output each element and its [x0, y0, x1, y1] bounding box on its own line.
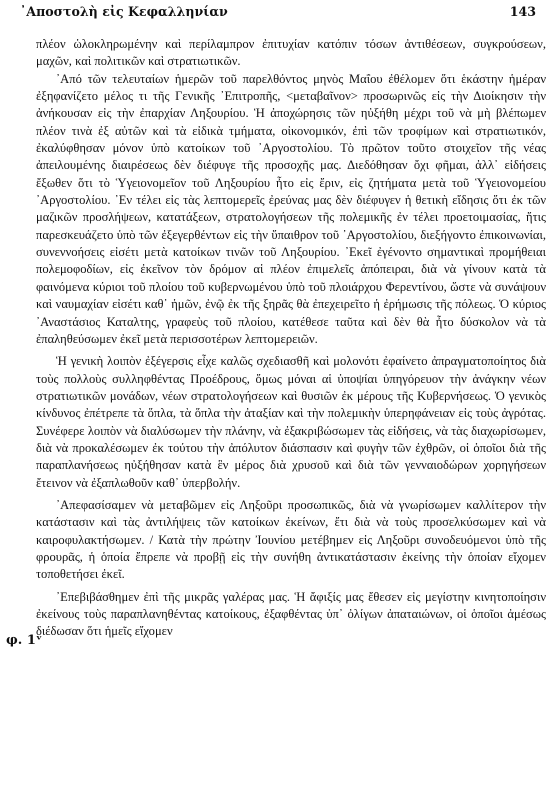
body-text — [36, 36, 546, 641]
running-header — [20, 4, 536, 24]
paragraph-4: ᾿Απεφασίσαμεν νὰ μεταβῶμεν εἰς Ληξοῦρι προσωπικῶς, διὰ νὰ γνωρίσωμεν καλλίτερον τὴν κατάστασιν καὶ τὰς ἀντιλήψεις τῶν κατοίκων ἐκείνων, ἔτι διὰ νὰ τοὺς προσελκύσωμεν καὶ νὰ καιροφυλακτήσωμεν. / Κατὰ τὴν πρώτην Ἰουνίου μετέβημεν εἰς Ληξοῦρι συνοδευόμενοι ὑπὸ τῆς φρουρᾶς, ἡ ὁποία ἔπρεπε νὰ προβῇ εἰς τὴν συνήθη ἀντικατάστασιν ἐκείνης τὴν ὁποίαν εἴχομεν τοποθετήσει ἐκεῖ. — [36, 497, 546, 582]
page-number: 143 — [509, 4, 536, 19]
paragraph-5: ᾿Επεβιβάσθημεν ἐπὶ τῆς μικρᾶς γαλέρας μας. Ἡ ἄφιξίς μας ἔθεσεν εἰς μεγίστην κινητοποίησιν ἐκείνους τοὺς παραπλανηθέντας κατοίκους, ἐξαφθέντας ὑπ᾿ ὀλίγων ἀπαταιώνων, οἱ ὁποῖοι ἀμέσως διέδωσαν ὅτι ἡμεῖς εἴχομεν — [36, 589, 546, 639]
paragraph-3: Ἡ γενικὴ λοιπὸν ἐξέγερσις εἶχε καλῶς σχεδιασθῆ καὶ μολονότι ἐφαίνετο ἀπραγματοποίητος διὰ τοὺς πολλοὺς συλληφθέντας Προέδρους, ὅμως μόναι αἱ ὑποψίαι ὑπηγόρευον τὴν ἀνάγκην νέων στρατιωτικῶν μονάδων, νέων στρατολογήσεων καὶ θυσιῶν ἐκ μέρους τῆς Κυβερνήσεως. Ὁ γενικὸς κίνδυνος ἐπέτρεπε τὰ ὅπλα, τὰ ὅπλα τὴν ἀταξίαν καὶ τὴν πολεμικὴν ὑπερηφάνειαν εἰς τοὺς ἀγρότας. Συνέφερε λοιπὸν νὰ διαλύσωμεν τὴν πλάνην, νὰ ἐξακριβώσωμεν τὰς εἰδήσεις, νὰ τὰς διαχωρίσωμεν, διὰ νὰ προκαλέσωμεν ἐκ τούτου τὴν ἀπόλυτον διάσπασιν καὶ φυγὴν τῶν ἐχθρῶν, οἱ ὁποῖοι διὰ τῆς παραπλανήσεως ηὐξήθησαν κατὰ ἓν μέρος διὰ χρυσοῦ καὶ διὰ τῶν γενναιοδώρων χορηγήσεων ἔτεινον νὰ ἐξαπλωθοῦν καθ᾿ ὑπερβολήν. — [36, 354, 546, 490]
paragraph-2: ᾿Από τῶν τελευταίων ἡμερῶν τοῦ παρελθόντος μηνὸς Μαΐου ἐθέλομεν ὅτι ἑκάστην ἡμέραν ἐξηφανίζετο μέλος τι τῆς Γενικῆς ᾿Επιτροπῆς, <μεταβαῖνον> προσωρινῶς εἰς τὴν Διοίκησιν τὴν ἀνήκουσαν εἰς τὴν ἐπαρχίαν Ληξουρίου. Ἡ ἀποχώρησις τῶν ηὐξήθη μέχρι τοῦ νὰ μὴ βλέπωμεν πλέον τινὰ ἐξ αὐτῶν καὶ τὰ εἰδικὰ τμήματα, οἰκονομικόν, ἐπὶ τῶν τροφίμων καὶ στρατιωτικόν, ἐκαλύφθησαν μόνον ὑπὸ κατοίκων τοῦ ᾿Αργοστολίου. Τὸ πρῶτον τοῦτο στοιχεῖον τῆς νέας ἀπειλουμένης διαιρέσεως δὲν διέφυγε τῆς προσοχῆς μας. Διεδόθησαν ὄχι φῆμαι, ἀλλ᾿ εἰδήσεις ἔξωθεν ὅτι τὸ Ὑγειονομεῖον τοῦ Ληξουρίου ἦτο εἰς ἔριν, εἰς ζητήματα μετὰ τοῦ Ὑγειονομείου ᾿Αργοστολίου. ᾿Εν τέλει εἰς τὰς λεπτομερεῖς ἐρεύνας μας δὲν διέφυγεν ἡ θετικὴ εἴδησις ὅτι ἐκ τῶν μαζικῶν προσλήψεων, κατατάξεων, στρατολογήσεων τῆς πολεμικῆς ἐν τέλει προετοιμασίας, ἥτις παρεσκευάζετο ὑπὸ τῶν ἐξεγερθέντων εἰς τὴν ὕπαιθρον τοῦ ᾿Αργοστολίου, διεξήγοντο ἐπικοινωνίαι, συνεννοήσεις εἰσέτι μετὰ κατοίκων τινῶν τοῦ Ληξουρίου. ᾿Εκεῖ ἐγένοντο σημαντικαὶ προμήθειαι πολεμοφοδίων, εἰς ἐκεῖνον τὸν δρόμον αἱ πλέον ἐπιμελεῖς ἀπόπειραι, διὰ νὰ γίνουν κατὰ τὰ φαινόμενα κύριοι τοῦ πλοίου τοῦ κυβερνωμένου ὑπὸ τοῦ πλοιάρχου Φερεντίνου, ὥστε νὰ συνάψουν καὶ ναυμαχίαν εἰσέτι καθ᾿ ἡμῶν, ἐνῷ ἐκ τῆς ξηρᾶς θὰ ἐπεχειρεῖτο ἡ ἐρήμωσις τῆς πόλεως. Ὁ κύριος ᾿Αναστάσιος Καταλτης, γραφεὺς τοῦ πλοίου, κατέθεσε ταῦτα καὶ δὲν θὰ ἦτο δύσκολον νὰ τὰ ἐπαληθεύσωμεν ἐκεῖ μετὰ περισσοτέρων λεπτομερειῶν. — [36, 71, 546, 346]
paragraph-1: πλέον ὡλοκληρωμένην καὶ περίλαμπρον ἐπιτυχίαν κατόπιν τόσων ἀντιθέσεων, συγκρούσεων, μαχῶν, καὶ πολιτικῶν καὶ στρατιωτικῶν. — [36, 37, 546, 69]
running-title: ᾿Αποστολὴ εἰς Κεφαλληνίαν — [20, 4, 228, 19]
margin-folio-note: φ. 1ᵛ — [6, 633, 43, 648]
